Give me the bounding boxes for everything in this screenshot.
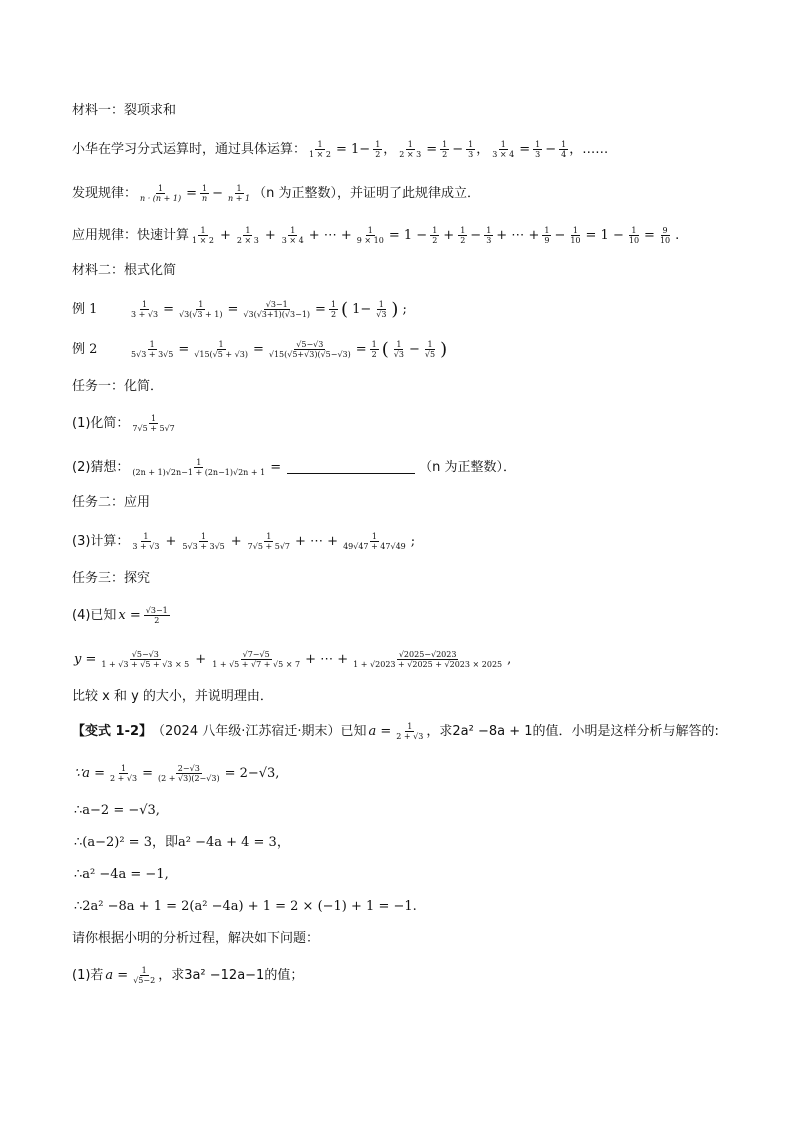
task2-title-text: 任务二：应用: [72, 495, 151, 510]
q3-label: (3)计算：: [72, 533, 130, 549]
y-end: ,: [507, 651, 512, 667]
m2e1-f2-num: 1: [198, 300, 204, 309]
compare-line: [72, 688, 754, 706]
variant-head: [72, 722, 754, 741]
s1-lead: ∵a =: [74, 765, 106, 781]
q3-end: ;: [410, 533, 416, 549]
m2e1-f3: [241, 300, 312, 319]
rule-b: [226, 184, 252, 203]
ex3-a-num: 1: [535, 140, 541, 149]
rule-frac: [138, 184, 183, 203]
apply-res-a-num: 1: [631, 226, 637, 235]
m2e2-f2: [192, 340, 250, 359]
ex3-b-den: 4: [561, 150, 567, 159]
apply-f-b-den: 10: [570, 236, 581, 245]
rule-a-den: n: [201, 194, 208, 203]
apply-r1-den: 2: [432, 236, 438, 245]
task2-q3: (3)计算： $\frac{1}{3 + √3}$ + $\frac{1}{5√3 + 3√5}$ + $\frac{1}{7√5 + 5√7}$ + ⋯ + $\frac{1}{49√47 + 47√49}$ ;: [72, 532, 416, 551]
apply-r3: [484, 226, 493, 245]
apply-r1-num: 1: [432, 226, 438, 235]
s4-text: ∴a² −4a = −1,: [74, 867, 169, 882]
q4-x-num: √3−1: [145, 606, 168, 615]
ex2-eq: =: [426, 141, 438, 157]
m2e2-f3-den: √15(√5+√3)(√5−√3): [268, 350, 351, 359]
m2e2-f4: [370, 340, 379, 359]
apply-label: 应用规律：快速计算: [72, 227, 190, 243]
ex1-rhs-den: 2: [375, 150, 381, 159]
m2e1-f5: [374, 300, 388, 319]
m2e2-f5-den: √3: [393, 350, 404, 359]
variant-a-eq: a =: [368, 723, 392, 739]
apply-r2-num: 1: [460, 226, 466, 235]
ex2-label: 例 2: [72, 341, 98, 357]
apply-end: .: [675, 227, 680, 243]
apply-res-a: [627, 226, 641, 245]
material2-title-text: 材料二：根式化简: [72, 263, 177, 278]
q3-last: $\frac{1}{49√47 + 47√49}$: [343, 532, 406, 551]
apply-term-1-den: 1 × 2: [192, 236, 214, 245]
q3-t1-den: 3 + √3: [132, 542, 160, 551]
m2e2-f2-num: 1: [218, 340, 224, 349]
m2e2-f3: [267, 340, 353, 359]
material1-title-text: 材料一：裂项求和: [72, 103, 177, 118]
q3-mid: + ⋯ +: [295, 533, 339, 549]
s1-f1-den: 2 + √3: [110, 774, 138, 783]
m2e2-f3-num: √5−√3: [296, 340, 324, 349]
ex2-den: 2 × 3: [399, 150, 422, 159]
ex1-rhs-frac: [373, 140, 382, 159]
m2e2-f1: [129, 340, 175, 359]
apply-res-b: [658, 226, 672, 245]
rule-label: 发现规律：: [72, 185, 138, 201]
s1-f2-num: 2−√3: [177, 764, 200, 773]
y-t2: [210, 650, 302, 669]
solution-step-1: ∵a = $\frac{1}{2 + √3}$ = $\frac{2-√3}{(2 + √3)(2-√3)}$ = 2−√3,: [74, 764, 280, 783]
y-t1: [99, 650, 191, 669]
task3-q4: [72, 606, 754, 625]
q3-t3-den: 7√5 + 5√7: [247, 542, 290, 551]
ex1-rhs-num: 1: [375, 140, 381, 149]
y-t1-num: √5−√3: [131, 650, 159, 659]
q1-frac: [130, 414, 176, 433]
rule-line: 发现规律： $\frac{1}{n \cdot (n + 1)}$ = $\frac{1}{n}$ − $\frac{1}{n + 1}$ （n 为正整数），并证明了此规律成立．: [72, 184, 480, 203]
apply-res-a-den: 10: [628, 236, 640, 245]
ex3-fraction: [490, 140, 516, 159]
apply-f-a-den: 9: [544, 236, 550, 245]
m2e2-f4-den: 2: [371, 350, 377, 359]
solution-step-2: [72, 802, 754, 820]
ex2-b-den: 3: [468, 150, 474, 159]
y-last-num: √2025−√2023: [398, 650, 457, 659]
q3-t1: $\frac{1}{3 + √3}$: [132, 532, 160, 551]
apply-last: $\frac{1}{9 \times 10}$: [356, 226, 384, 245]
y-last-den: 1 + √2023 + √2025 + √2023 × 2025: [353, 660, 503, 669]
ex3-a: [533, 140, 542, 159]
variant-prompt-text: 请你根据小明的分析过程，解决如下问题：: [72, 931, 320, 946]
ex2-fraction: [397, 140, 423, 159]
rule-b-den: n + 1: [228, 194, 251, 203]
ex2-b: [466, 140, 475, 159]
apply-mid-2: + ⋯ +: [496, 227, 540, 243]
m2e2-f5-num: 1: [396, 340, 402, 349]
solution-step-4: [72, 866, 754, 884]
apply-last-den: 9 × 10: [356, 236, 384, 245]
ex2-a: [440, 140, 449, 159]
q4-x-den: 2: [154, 616, 160, 625]
apply-r3-den: 3: [486, 236, 492, 245]
q3-t3: $\frac{1}{7√5 + 5√7}$: [247, 532, 290, 551]
apply-eq: = 1 −: [388, 227, 428, 243]
m2e1-f4-num: 1: [330, 300, 337, 309]
apply-term-2: $\frac{1}{2 \times 3}$: [236, 226, 259, 245]
s1-f1: [108, 764, 139, 783]
apply-term-3-den: 3 × 4: [281, 236, 304, 245]
s1-f2-den: (2 + √3)(2−√3): [158, 774, 220, 783]
apply-r2: [458, 226, 467, 245]
s3-text: ∴(a−2)² = 3，即a² −4a + 4 = 3，: [74, 835, 290, 850]
m2e2-f2-den: √15(√5 + √3): [194, 350, 248, 359]
q1-den: 7√5 + 5√7: [132, 424, 175, 433]
q4-x-frac: [144, 606, 170, 625]
y-t1-den: 1 + √3 + √5 + √3 × 5: [101, 660, 190, 669]
material1-title: [72, 102, 754, 120]
solution-step-3: [72, 834, 754, 852]
q2-tail: （n 为正整数）．: [419, 459, 516, 475]
s1-tail: = 2−√3,: [224, 765, 280, 781]
apply-line: 应用规律：快速计算 $\frac{1}{1 \times 2}$ + $\frac{1}{2 \times 3}$ + $\frac{1}{3 \times 4}$ + ⋯ + $\frac{1}{9 \times 10}$ = 1 − $\frac{1}{2}$ + $\frac{1}{2}$ − $\frac{1}{3}$ + ⋯ + $\frac{1}{9}$ − $\frac{1}{10}$ = 1 − $\frac{1}{10}$ = $\frac{9}{10}$ .: [72, 226, 680, 245]
ellipsis: ，……: [569, 141, 609, 157]
apply-res-b-num: 9: [662, 226, 668, 235]
variant-q1: [72, 966, 754, 985]
vq1-label: (1)若: [72, 967, 104, 983]
m2e1-f2: [177, 300, 225, 319]
m2e1-f4: [329, 300, 338, 319]
s1-f1-num: 1: [121, 764, 127, 773]
q1-num: 1: [151, 414, 157, 423]
ex2-num: 1: [407, 140, 413, 149]
ex1-num: 1: [317, 140, 323, 149]
q2-den: (2n + 1)√2n−1 + (2n−1)√2n + 1: [132, 468, 266, 477]
ex3-a-den: 3: [535, 150, 541, 159]
q4-label: (4)已知: [72, 607, 117, 623]
apply-f-a-num: 1: [544, 226, 550, 235]
s2-text: ∴a−2 = −√3,: [74, 803, 160, 818]
s1-f2: [156, 764, 222, 783]
m2e1-f1: [129, 300, 160, 319]
material2-title: [72, 262, 754, 280]
vq1-den: √5−2: [133, 976, 156, 985]
apply-f-b: [568, 226, 582, 245]
task3-y: y = $\frac{√5-√3}{1 + √3 + √5 + √3 \times 5}$ + $\frac{√7-√5}{1 + √5 + √7 + √5 \times 7}$ + ⋯ + $\frac{√2025-√2023}{1 + √2023 + √2025 + √2023 \times 2025}$ ,: [74, 650, 512, 669]
q3-t2-den: 5√3 + 3√5: [182, 542, 225, 551]
task2-title: [72, 494, 754, 512]
y-t2-den: 1 + √5 + √7 + √5 × 7: [212, 660, 301, 669]
variant-ask: ，求2a² −8a + 1的值．小明是这样分析与解答的:: [426, 723, 719, 739]
apply-term-1: $\frac{1}{1 \times 2}$: [192, 226, 214, 245]
m2e1-f3-den: √3(√3+1)(√3−1): [243, 310, 311, 319]
m2e1-f3-num: √3−1: [265, 300, 288, 309]
material1-intro-line: 小华在学习分式运算时，通过具体运算： $\frac{1}{1 \times 2}$ = 1− $\frac{1}{2}$ ， $\frac{1}{2 \times 3}$ = $\frac{1}{2}$ − $\frac{1}{3}$ ， $\frac{1}{3 \times 4}$ = $\frac{1}{3}$ − $\frac{1}{4}$ ，……: [72, 140, 609, 159]
task3-title: [72, 570, 754, 588]
s5-text: ∴2a² −8a + 1 = 2(a² −4a) + 1 = 2 × (−1) + 1 = −1.: [74, 899, 417, 914]
ex3-eq: =: [519, 141, 531, 157]
apply-r2-den: 2: [460, 236, 466, 245]
apply-f-b-num: 1: [572, 226, 578, 235]
y-last: [351, 650, 504, 669]
rule-tail: （n 为正整数），并证明了此规律成立．: [253, 185, 480, 201]
ex1-fraction: [307, 140, 333, 159]
variant-a-den: 2 + √3: [396, 732, 424, 741]
apply-term-2-den: 2 × 3: [236, 236, 259, 245]
q3-t2: $\frac{1}{5√3 + 3√5}$: [182, 532, 225, 551]
apply-r1: [430, 226, 439, 245]
task1-title-text: 任务一：化简．: [72, 379, 164, 394]
rule-num: 1: [158, 184, 164, 193]
ex1-den: 1 × 2: [309, 150, 331, 159]
ex2-a-den: 2: [442, 150, 448, 159]
variant-a-frac: [394, 722, 425, 741]
m2e2-f4-num: 1: [371, 340, 377, 349]
m2e2-f1-den: 5√3 + 3√5: [131, 350, 174, 359]
rule-a-num: 1: [202, 184, 208, 193]
variant-source: （2024 八年级·江苏宿迁·期末）已知: [152, 723, 367, 739]
q4-x: x =: [118, 607, 141, 623]
ex2-a-num: 1: [442, 140, 448, 149]
task1-q2: [72, 458, 754, 477]
variant-prompt: [72, 930, 754, 948]
ex3-b-num: 1: [561, 140, 567, 149]
m2e1-f5-den: √3: [376, 310, 387, 319]
ex2-b-num: 1: [468, 140, 474, 149]
task3-title-text: 任务三：探究: [72, 571, 151, 586]
ex1-rhs: = 1−: [335, 141, 371, 157]
variant-tag: 【变式 1-2】: [72, 723, 153, 739]
y-label: y =: [74, 651, 97, 667]
m2e1-f5-num: 1: [378, 300, 384, 309]
apply-r3-num: 1: [486, 226, 492, 235]
task1-title: [72, 378, 754, 396]
m2-example2: 例 2 $\frac{1}{5√3 + 3√5}$ = $\frac{1}{√15(√5 + √3)}$ = $\frac{√5-√3}{√15(√5+√3)(√5-√3)}$ = $\frac{1}{2}$ ( $\frac{1}{√3}$ − $\frac{1}{√5}$ ): [72, 338, 448, 360]
y-t2-num: √7−√5: [242, 650, 270, 659]
vq1-a: a =: [105, 967, 129, 983]
apply-mid: + ⋯ +: [308, 227, 352, 243]
variant-a-num: 1: [407, 722, 413, 731]
apply-f-a: [542, 226, 551, 245]
ex3-b: [559, 140, 568, 159]
m2e1-f1-num: 1: [141, 300, 148, 309]
vq1-tail: ，求3a² −12a−1的值；: [158, 967, 304, 983]
ex1-label: 例 1: [72, 301, 98, 317]
rule-a: [200, 184, 209, 203]
q2-eq: =: [270, 459, 282, 475]
compare-text: 比较 x 和 y 的大小，并说明理由．: [72, 689, 273, 704]
solution-step-5: [72, 898, 754, 916]
q1-label: (1)化简：: [72, 415, 130, 431]
rule-den: n · (n + 1): [140, 194, 182, 203]
task1-q1: [72, 414, 754, 433]
vq1-frac: [131, 966, 157, 985]
m2e2-f6-den: √5: [424, 350, 436, 359]
m2e1-f2-den: √3(√3 + 1): [178, 310, 223, 319]
apply-term-3: $\frac{1}{3 \times 4}$: [281, 226, 304, 245]
apply-res-b-den: 10: [659, 236, 671, 245]
rule-b-num: 1: [236, 184, 242, 193]
m2-example1: 例 1 $\frac{1}{3 + √3}$ = $\frac{1}{√3(√3 + 1)}$ = $\frac{√3-1}{√3(√3+1)(√3-1)}$ = $\frac{1}{2}$ ( 1− $\frac{1}{√3}$ ) ;: [72, 298, 407, 320]
m2e1-f4-den: 2: [330, 310, 337, 319]
q2-num: 1: [196, 458, 202, 467]
q2-frac: [130, 458, 267, 477]
y-mid: + ⋯ +: [305, 651, 349, 667]
intro-text: 小华在学习分式运算时，通过具体运算：: [72, 141, 307, 157]
answer-blank[interactable]: [287, 461, 415, 474]
q2-label: (2)猜想：: [72, 459, 130, 475]
m2e2-f1-num: 1: [149, 340, 155, 349]
m2e2-f6-num: 1: [427, 340, 433, 349]
m2e2-f5: [392, 340, 406, 359]
q3-last-den: 49√47 + 47√49: [343, 542, 406, 551]
vq1-num: 1: [141, 966, 147, 975]
ex3-den: 3 × 4: [492, 150, 515, 159]
ex3-num: 1: [500, 140, 506, 149]
m2e1-f1-den: 3 + √3: [131, 310, 159, 319]
m2e2-f6: [423, 340, 437, 359]
m2e1-tail: 1−: [352, 301, 372, 317]
